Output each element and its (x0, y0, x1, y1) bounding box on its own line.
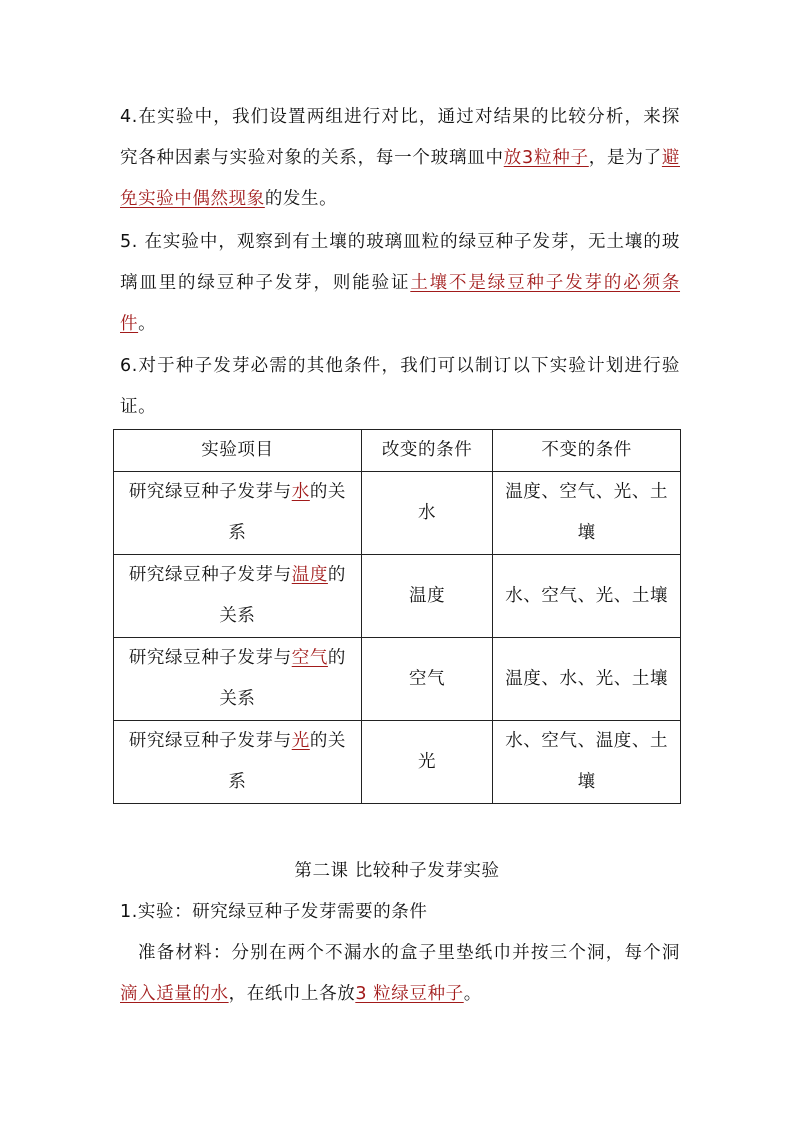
question-5-text-2: 。 (138, 314, 157, 334)
header-changed-condition: 改变的条件 (361, 430, 492, 472)
question-4 (120, 97, 680, 220)
project-prefix: 研究绿豆种子发芽与 (128, 648, 292, 668)
materials-text-1: 准备材料：分别在两个不漏水的盒子里垫纸巾并按三个洞，每个洞 (138, 943, 680, 963)
project-cell (114, 472, 362, 555)
materials-text-3: 。 (463, 984, 482, 1004)
header-project: 实验项目 (114, 430, 362, 472)
lesson-2-title: 第二课 比较种子发芽实验 (294, 861, 500, 881)
project-suffix: 的关系 (219, 648, 347, 709)
materials-text-2: ，在纸巾上各放 (228, 984, 356, 1004)
lesson-2-item-1: 1.实验：研究绿豆种子发芽需要的条件 (120, 902, 428, 922)
project-cell (114, 721, 362, 804)
answer-soil-not-required: 土壤不是绿豆种子发芽的必须条件 (120, 273, 681, 334)
unchanged-cell: 温度、空气、光、土壤 (493, 472, 681, 555)
project-suffix: 的关系 (219, 565, 347, 626)
question-6 (120, 346, 680, 428)
project-suffix: 的关系 (228, 731, 347, 792)
changed-cell: 空气 (361, 638, 492, 721)
project-suffix: 的关系 (228, 482, 347, 543)
header-unchanged-condition: 不变的条件 (493, 430, 681, 472)
question-4-text-2: ，是为了 (588, 148, 662, 168)
changed-cell: 光 (361, 721, 492, 804)
project-prefix: 研究绿豆种子发芽与 (128, 482, 292, 502)
answer-three-seeds: 放3粒种子 (503, 148, 589, 168)
changed-cell: 温度 (361, 555, 492, 638)
project-answer: 空气 (291, 648, 328, 668)
question-6-text: 6.对于种子发芽必需的其他条件，我们可以制订以下实验计划进行验证。 (120, 356, 680, 417)
lesson-2-materials (120, 933, 680, 1015)
table-row (114, 555, 681, 638)
changed-cell: 水 (361, 472, 492, 555)
table-row (114, 638, 681, 721)
answer-three-mung-beans: 3 粒绿豆种子 (355, 984, 464, 1004)
question-4-text-3: 的发生。 (264, 189, 338, 209)
table-row (114, 721, 681, 804)
project-cell (114, 555, 362, 638)
table-row (114, 472, 681, 555)
project-answer: 光 (291, 731, 310, 751)
project-answer: 水 (291, 482, 310, 502)
answer-add-water: 滴入适量的水 (120, 984, 229, 1004)
project-prefix: 研究绿豆种子发芽与 (128, 731, 292, 751)
question-5 (120, 222, 680, 345)
project-answer: 温度 (291, 565, 328, 585)
unchanged-cell: 水、空气、光、土壤 (493, 555, 681, 638)
unchanged-cell: 温度、水、光、土壤 (493, 638, 681, 721)
unchanged-cell: 水、空气、温度、土壤 (493, 721, 681, 804)
project-cell (114, 638, 362, 721)
question-4-text-1: 4.在实验中，我们设置两组进行对比，通过对结果的比较分析，来探究各种因素与实验对象的关系，每一个玻璃皿中 (120, 107, 680, 168)
question-5-text-1: 5. 在实验中，观察到有土壤的玻璃皿粒的绿豆种子发芽，无土壤的玻璃皿里的绿豆种子发芽，则能验证 (120, 232, 680, 293)
experiment-plan-table (113, 429, 681, 804)
table-header-row (114, 430, 681, 472)
answer-avoid-chance: 避免实验中偶然现象 (120, 148, 680, 209)
project-prefix: 研究绿豆种子发芽与 (128, 565, 292, 585)
